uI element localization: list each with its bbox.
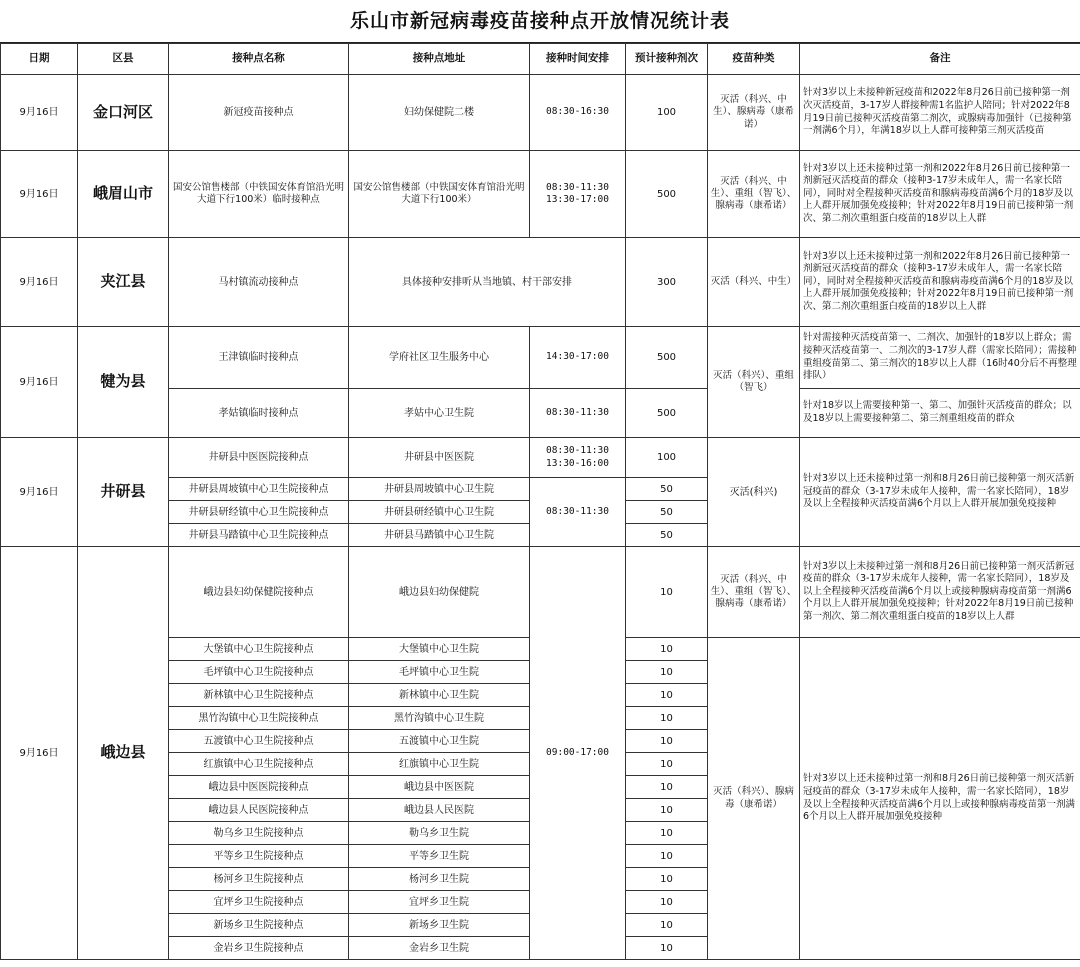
time-cell: 08:30-11:30 (530, 389, 626, 438)
doses-cell: 50 (626, 501, 708, 524)
notes-cell: 针对3岁以上还未接种过第一剂和8月26日前已接种第一剂灭活新冠疫苗的群众（3-17岁未成年人接种，需一名家长陪同），18岁及以上全程接种灭活疫苗满6个月以上或接种腺病毒疫苗第一剂满6个月以上人群开展加强免疫接种 (800, 638, 1080, 960)
site-name-cell: 金岩乡卫生院接种点 (169, 937, 349, 960)
header-notes: 备注 (800, 44, 1080, 75)
doses-cell: 100 (626, 75, 708, 151)
page-title: 乐山市新冠病毒疫苗接种点开放情况统计表 (0, 0, 1080, 43)
doses-cell: 500 (626, 151, 708, 238)
date-cell: 9月16日 (1, 547, 78, 960)
site-address-cell: 金岩乡卫生院 (349, 937, 530, 960)
header-vaccine: 疫苗种类 (708, 44, 800, 75)
doses-cell: 10 (626, 730, 708, 753)
header-site-name: 接种点名称 (169, 44, 349, 75)
table-row (1, 151, 1080, 238)
time-line: 08:30-11:30 (546, 445, 609, 457)
site-name-cell: 马村镇流动接种点 (169, 238, 349, 327)
doses-cell: 10 (626, 547, 708, 638)
vaccine-cell: 灭活（科兴、中生）、重组（智飞）、腺病毒（康希诺） (708, 547, 800, 638)
time-line: 13:30-17:00 (546, 194, 609, 205)
site-address-cell: 国安公馆售楼部（中铁国安体育馆沿光明大道下行100米） (349, 151, 530, 238)
doses-cell: 10 (626, 822, 708, 845)
doses-cell: 10 (626, 684, 708, 707)
doses-cell: 300 (626, 238, 708, 327)
site-address-cell: 新场乡卫生院 (349, 914, 530, 937)
date-cell: 9月16日 (1, 327, 78, 438)
notes-cell: 针对3岁以上还未接种过第一剂和2022年8月26日前已接种第一剂新冠灭活疫苗的群众（接种3-17岁未成年人，需一名家长陪同），同时对全程接种灭活疫苗和腺病毒疫苗满6个月的18岁及以上人群开展加强免疫接种；针对2022年8月19日前已接种第一剂次、第二剂次重组蛋白疫苗的18岁以上人群 (800, 151, 1080, 238)
site-address-cell: 峨边县人民医院 (349, 799, 530, 822)
site-name-cell: 杨河乡卫生院接种点 (169, 868, 349, 891)
doses-cell: 10 (626, 776, 708, 799)
site-address-cell: 孝姑中心卫生院 (349, 389, 530, 438)
doses-cell: 500 (626, 389, 708, 438)
time-cell: 08:30-11:30 (530, 478, 626, 547)
site-address-cell: 学府社区卫生服务中心 (349, 327, 530, 389)
header-date: 日期 (1, 44, 78, 75)
site-name-cell: 平等乡卫生院接种点 (169, 845, 349, 868)
site-name-cell: 井研县中医医院接种点 (169, 438, 349, 478)
county-cell: 金口河区 (78, 75, 169, 151)
vaccination-sites-table (0, 43, 1080, 960)
doses-cell: 10 (626, 845, 708, 868)
site-name-cell: 王津镇临时接种点 (169, 327, 349, 389)
site-address-cell: 杨河乡卫生院 (349, 868, 530, 891)
notes-cell: 针对需接种灭活疫苗第一、二剂次、加强针的18岁以上群众；需接种灭活疫苗第一、二剂次的3-17岁人群（需家长陪同）；需接种重组疫苗第二、第三剂次的18岁以上人群（16时40分后不再整理排队） (800, 327, 1080, 389)
header-site-address: 接种点地址 (349, 44, 530, 75)
doses-cell: 10 (626, 937, 708, 960)
county-cell: 夹江县 (78, 238, 169, 327)
doses-cell: 50 (626, 524, 708, 547)
site-address-cell: 红旗镇中心卫生院 (349, 753, 530, 776)
header-county: 区县 (78, 44, 169, 75)
site-name-cell: 新林镇中心卫生院接种点 (169, 684, 349, 707)
table-row (1, 547, 1080, 638)
doses-cell: 10 (626, 707, 708, 730)
header-doses: 预计接种剂次 (626, 44, 708, 75)
site-name-cell: 新场乡卫生院接种点 (169, 914, 349, 937)
table-row (1, 327, 1080, 389)
doses-cell: 10 (626, 914, 708, 937)
notes-cell: 针对3岁以上未接种新冠疫苗和2022年8月26日前已接种第一剂次灭活疫苗，3-17岁人群接种需1名监护人陪同；针对2022年8月19日前已接种灭活疫苗第二剂次，或腺病毒加强针（已接种第一剂满6个月），年满18岁以上人群可接种第三剂灭活疫苗 (800, 75, 1080, 151)
site-address-cell: 峨边县妇幼保健院 (349, 547, 530, 638)
date-cell: 9月16日 (1, 151, 78, 238)
site-address-cell: 大堡镇中心卫生院 (349, 638, 530, 661)
site-name-cell: 井研县马踏镇中心卫生院接种点 (169, 524, 349, 547)
date-cell: 9月16日 (1, 438, 78, 547)
table-row (1, 238, 1080, 327)
vaccine-cell: 灭活（科兴、中生）、腺病毒（康希诺） (708, 75, 800, 151)
doses-cell: 10 (626, 661, 708, 684)
table-row (1, 438, 1080, 478)
vaccine-cell: 灭活（科兴）、重组（智飞） (708, 327, 800, 438)
site-name-cell: 峨边县妇幼保健院接种点 (169, 547, 349, 638)
time-cell (530, 438, 626, 478)
notes-cell: 针对18岁以上需要接种第一、第二、加强针灭活疫苗的群众；以及18岁以上需要接种第二、第三剂重组疫苗的群众 (800, 389, 1080, 438)
county-cell: 井研县 (78, 438, 169, 547)
notes-cell: 针对3岁以上未接种过第一剂和8月26日前已接种第一剂灭活新冠疫苗的群众（3-17岁未成年人接种，需一名家长陪同），18岁及以上全程接种灭活疫苗满6个月以上或接种腺病毒疫苗第一剂满6个月以上人群开展加强免疫接种；针对2022年8月19日前已接种第一剂次、第二剂次重组蛋白疫苗的18岁以上人群 (800, 547, 1080, 638)
doses-cell: 10 (626, 799, 708, 822)
site-address-cell: 勒乌乡卫生院 (349, 822, 530, 845)
notes-cell: 针对3岁以上还未接种过第一剂和2022年8月26日前已接种第一剂新冠灭活疫苗的群众（接种3-17岁未成年人，需一名家长陪同），同时对全程接种灭活疫苗和腺病毒疫苗满6个月的18岁及以上人群开展加强免疫接种；针对2022年8月19日前已接种第一剂次、第二剂次重组蛋白疫苗的18岁以上人群 (800, 238, 1080, 327)
county-cell: 峨眉山市 (78, 151, 169, 238)
site-address-cell: 平等乡卫生院 (349, 845, 530, 868)
doses-cell: 100 (626, 438, 708, 478)
site-name-cell: 国安公馆售楼部（中铁国安体育馆沿光明大道下行100米）临时接种点 (169, 151, 349, 238)
site-name-cell: 峨边县人民医院接种点 (169, 799, 349, 822)
site-address-cell: 峨边县中医医院 (349, 776, 530, 799)
site-arrangement-cell: 具体接种安排听从当地镇、村干部安排 (349, 238, 626, 327)
vaccine-cell: 灭活（科兴、中生） (708, 238, 800, 327)
doses-cell: 10 (626, 753, 708, 776)
site-name-cell: 井研县研经镇中心卫生院接种点 (169, 501, 349, 524)
site-name-cell: 勒乌乡卫生院接种点 (169, 822, 349, 845)
site-address-cell: 井研县研经镇中心卫生院 (349, 501, 530, 524)
time-line: 13:30-16:00 (546, 457, 609, 469)
site-name-cell: 井研县周坡镇中心卫生院接种点 (169, 478, 349, 501)
time-cell: 14:30-17:00 (530, 327, 626, 389)
doses-cell: 10 (626, 638, 708, 661)
site-address-cell: 五渡镇中心卫生院 (349, 730, 530, 753)
doses-cell: 10 (626, 868, 708, 891)
county-cell: 峨边县 (78, 547, 169, 960)
doses-cell: 10 (626, 891, 708, 914)
vaccine-cell: 灭活（科兴、中生）、重组（智飞）、腺病毒（康希诺） (708, 151, 800, 238)
time-line: 08:30-11:30 (546, 181, 609, 193)
site-name-cell: 红旗镇中心卫生院接种点 (169, 753, 349, 776)
site-address-cell: 黑竹沟镇中心卫生院 (349, 707, 530, 730)
date-cell: 9月16日 (1, 238, 78, 327)
vaccine-cell: 灭活(科兴) (708, 438, 800, 547)
table-row (1, 75, 1080, 151)
header-row (1, 44, 1080, 75)
site-name-cell: 孝姑镇临时接种点 (169, 389, 349, 438)
site-name-cell: 大堡镇中心卫生院接种点 (169, 638, 349, 661)
site-name-cell: 峨边县中医医院接种点 (169, 776, 349, 799)
site-address-cell: 井研县中医医院 (349, 438, 530, 478)
site-address-cell: 妇幼保健院二楼 (349, 75, 530, 151)
site-name-cell: 黑竹沟镇中心卫生院接种点 (169, 707, 349, 730)
header-time: 接种时间安排 (530, 44, 626, 75)
time-cell: 08:30-16:30 (530, 75, 626, 151)
site-name-cell: 宜坪乡卫生院接种点 (169, 891, 349, 914)
doses-cell: 500 (626, 327, 708, 389)
date-cell: 9月16日 (1, 75, 78, 151)
time-cell: 09:00-17:00 (530, 547, 626, 960)
notes-cell: 针对3岁以上还未接种过第一剂和8月26日前已接种第一剂灭活新冠疫苗的群众（3-17岁未成年人接种，需一名家长陪同），18岁及以上全程接种灭活疫苗满6个月以上人群开展加强免疫接种 (800, 438, 1080, 547)
site-name-cell: 五渡镇中心卫生院接种点 (169, 730, 349, 753)
doses-cell: 50 (626, 478, 708, 501)
time-cell (530, 151, 626, 238)
site-address-cell: 井研县马踏镇中心卫生院 (349, 524, 530, 547)
site-name-cell: 毛坪镇中心卫生院接种点 (169, 661, 349, 684)
site-address-cell: 毛坪镇中心卫生院 (349, 661, 530, 684)
site-address-cell: 井研县周坡镇中心卫生院 (349, 478, 530, 501)
site-address-cell: 新林镇中心卫生院 (349, 684, 530, 707)
site-name-cell: 新冠疫苗接种点 (169, 75, 349, 151)
site-address-cell: 宜坪乡卫生院 (349, 891, 530, 914)
vaccine-cell: 灭活（科兴）、腺病毒（康希诺） (708, 638, 800, 960)
county-cell: 犍为县 (78, 327, 169, 438)
